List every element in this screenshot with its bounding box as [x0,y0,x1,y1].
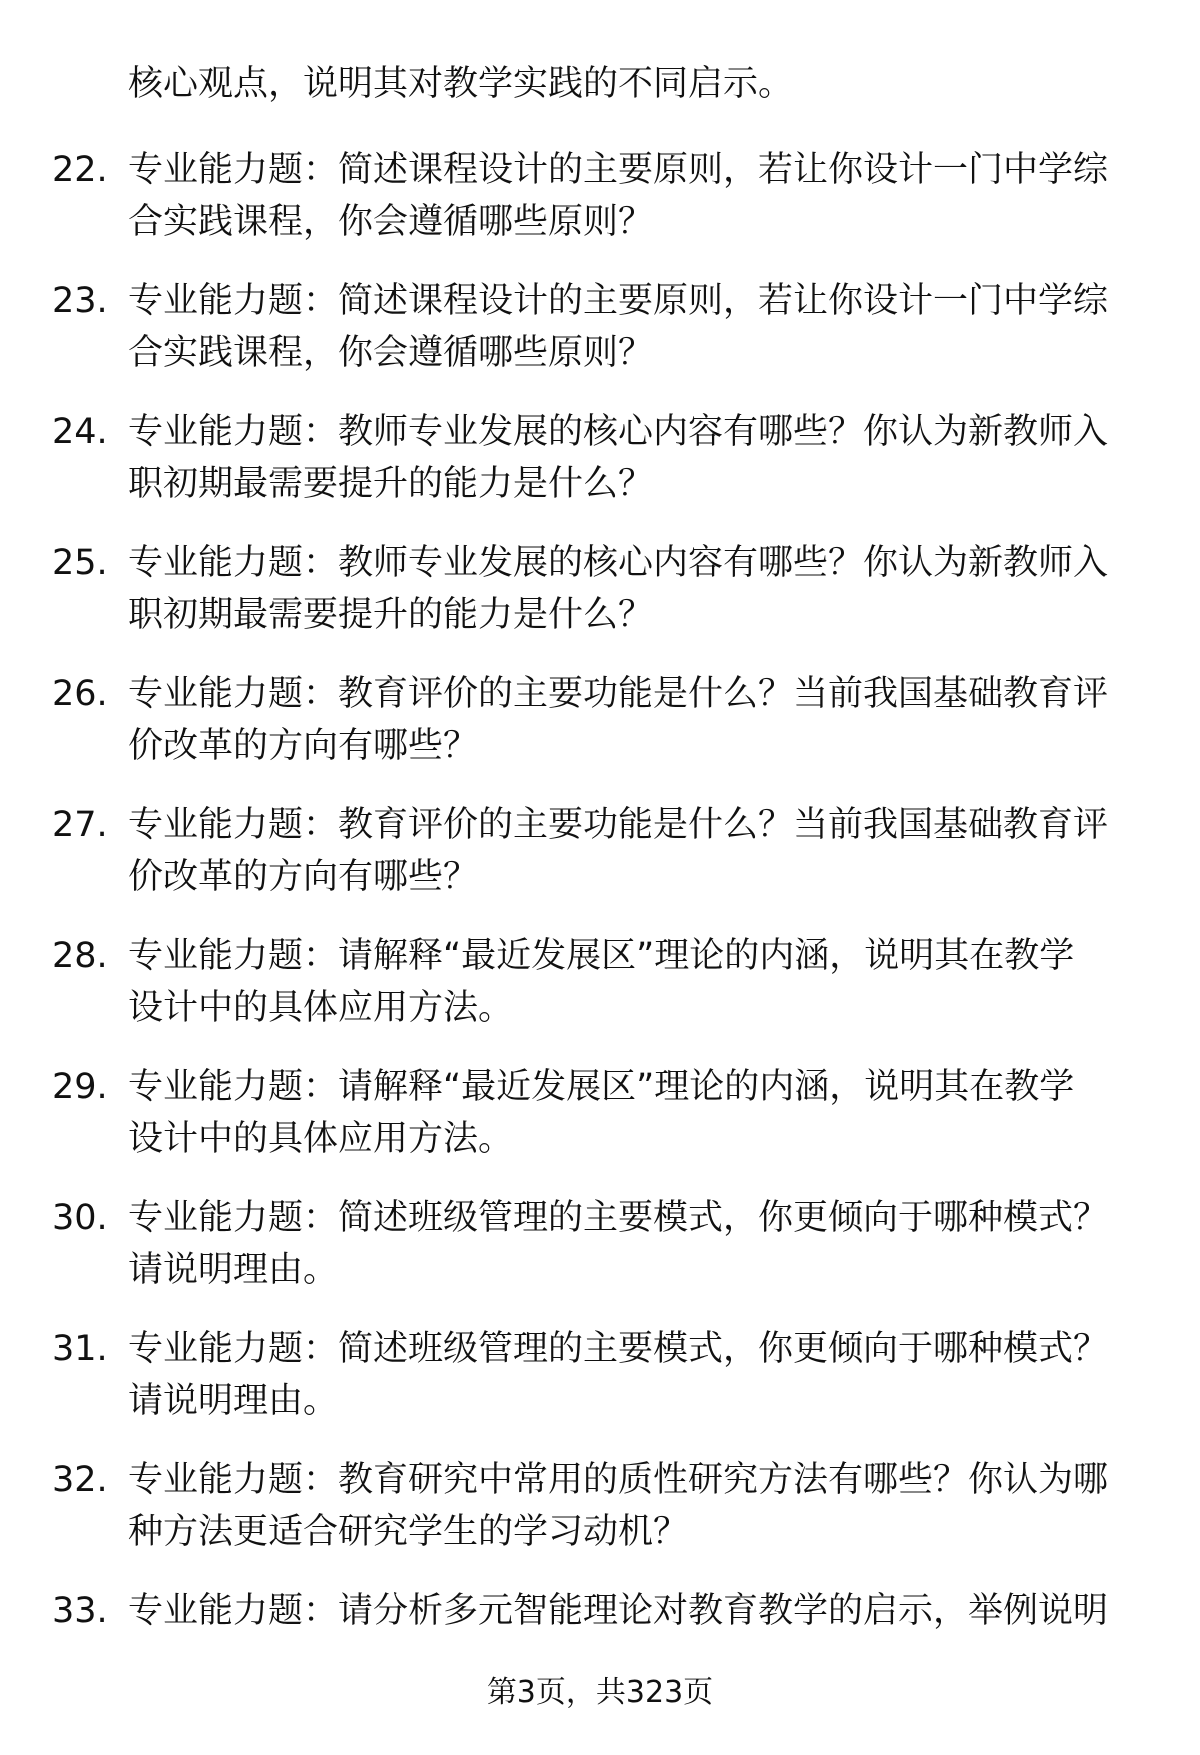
question-number: 25. [52,543,108,583]
question-number: 27. [52,805,108,845]
question-text [128,668,1138,772]
question-line: 请说明理由。 [128,1381,339,1421]
question-text [128,1585,1138,1637]
question-line: 价改革的方向有哪些？ [128,857,479,897]
question-line: 专业能力题：教育评价的主要功能是什么？当前我国基础教育评 [128,674,1109,714]
question-line: 请说明理由。 [128,1250,339,1290]
question-text [128,537,1138,641]
question-text [128,275,1138,379]
question-text [128,930,1138,1034]
question-number: 32. [52,1460,108,1500]
question-number: 24. [52,412,108,452]
question-number: 23. [52,281,108,321]
question-text [128,1323,1138,1427]
question-number: 28. [52,936,108,976]
question-text [128,1061,1138,1165]
question-number: 29. [52,1067,108,1107]
question-line: 专业能力题：教师专业发展的核心内容有哪些？你认为新教师入 [128,543,1109,583]
question-text [128,1192,1138,1296]
question-text [128,406,1138,510]
question-number: 26. [52,674,108,714]
question-line: 专业能力题：教师专业发展的核心内容有哪些？你认为新教师入 [128,412,1109,452]
question-text [128,1454,1138,1558]
question-line: 专业能力题：简述课程设计的主要原则，若让你设计一门中学综 [128,281,1109,321]
question-line: 职初期最需要提升的能力是什么？ [128,464,654,504]
question-line: 设计中的具体应用方法。 [128,1119,514,1159]
question-line: 合实践课程，你会遵循哪些原则？ [128,202,654,242]
question-number: 33. [52,1591,108,1631]
question-line: 专业能力题：请解释“最近发展区”理论的内涵，说明其在教学 [128,1067,1075,1107]
question-line: 合实践课程，你会遵循哪些原则？ [128,333,654,373]
question-text [128,144,1138,248]
question-text [128,799,1138,903]
question-number: 30. [52,1198,108,1238]
question-line: 种方法更适合研究学生的学习动机？ [128,1512,689,1552]
question-line: 专业能力题：请解释“最近发展区”理论的内涵，说明其在教学 [128,936,1075,976]
question-line: 专业能力题：教育评价的主要功能是什么？当前我国基础教育评 [128,805,1109,845]
question-line: 职初期最需要提升的能力是什么？ [128,595,654,635]
page-footer: 第3页，共323页 [486,1675,714,1710]
question-number: 22. [52,150,108,190]
continuation-text: 核心观点，说明其对教学实践的不同启示。 [128,64,794,104]
question-line: 专业能力题：教育研究中常用的质性研究方法有哪些？你认为哪 [128,1460,1109,1500]
question-line: 专业能力题：简述班级管理的主要模式，你更倾向于哪种模式？ [128,1329,1109,1369]
question-line: 价改革的方向有哪些？ [128,726,479,766]
question-line: 设计中的具体应用方法。 [128,988,514,1028]
question-number: 31. [52,1329,108,1369]
question-line: 专业能力题：简述课程设计的主要原则，若让你设计一门中学综 [128,150,1109,190]
question-line: 专业能力题：简述班级管理的主要模式，你更倾向于哪种模式？ [128,1198,1109,1238]
question-line: 专业能力题：请分析多元智能理论对教育教学的启示，举例说明 [128,1591,1109,1631]
